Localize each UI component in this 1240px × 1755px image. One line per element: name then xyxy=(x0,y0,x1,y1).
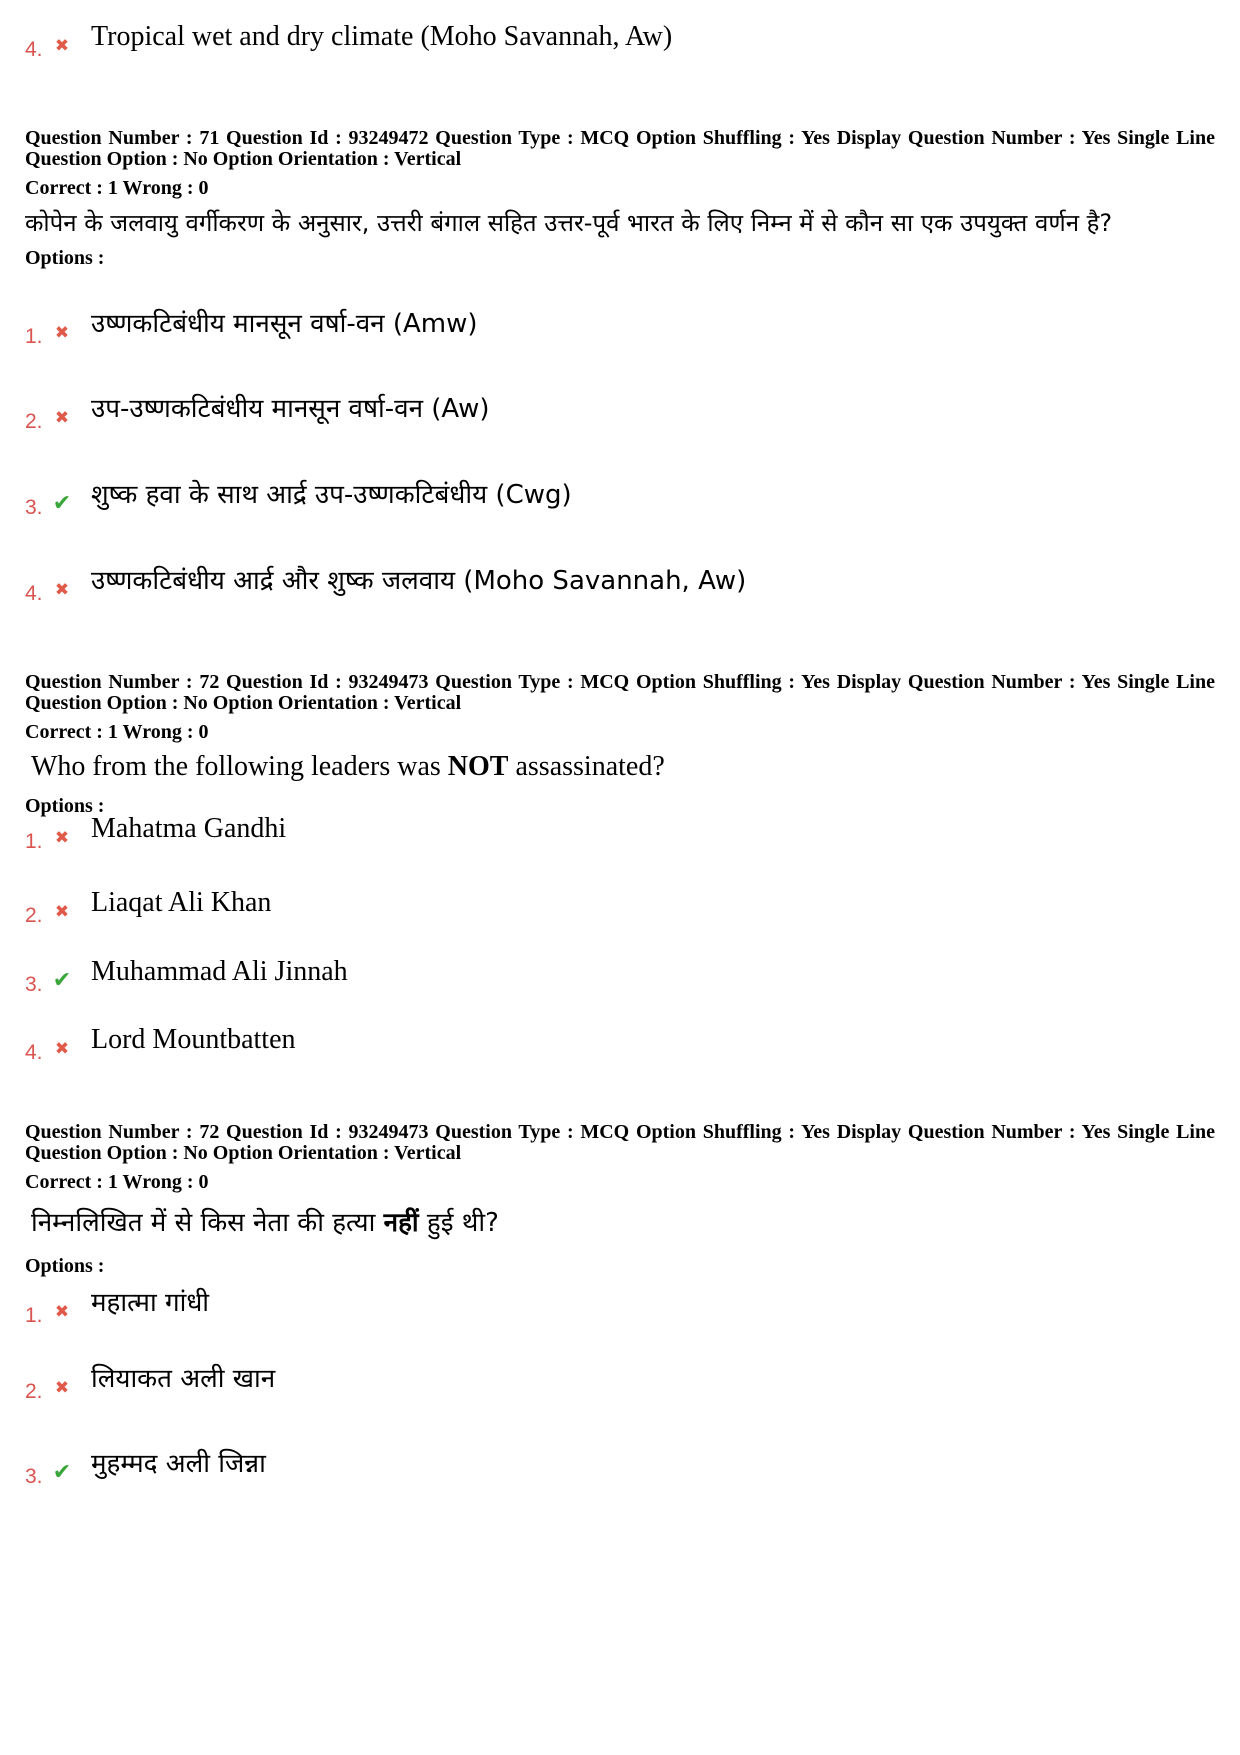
previous-question-tail xyxy=(25,18,1215,68)
question-text-emphasis: नहीं xyxy=(383,1208,419,1238)
option-item xyxy=(25,562,1215,606)
question-text-part: हुई थी? xyxy=(418,1208,499,1238)
options-label: Options : xyxy=(25,1255,105,1277)
question-block-71 xyxy=(25,128,1215,269)
question-text xyxy=(25,1205,1215,1241)
option-item xyxy=(25,1445,1215,1489)
option-text: मुहम्मद अली जिन्ना xyxy=(91,1449,266,1479)
question-text-part: assassinated? xyxy=(508,751,665,782)
cross-icon: ✖ xyxy=(54,1039,70,1059)
option-number: 2. xyxy=(25,904,43,927)
options-list-72-en xyxy=(25,810,1215,1064)
question-text-part: Who from the following leaders was xyxy=(31,751,448,782)
option-number: 1. xyxy=(25,830,43,853)
option-text: महात्मा गांधी xyxy=(91,1288,210,1318)
question-block-72-en xyxy=(25,672,1215,817)
option-item xyxy=(25,1360,1215,1404)
option-item xyxy=(25,1284,1215,1328)
question-block-72-hi xyxy=(25,1122,1215,1277)
option-text: Liaqat Ali Khan xyxy=(91,887,272,918)
option-item xyxy=(25,953,1215,997)
question-meta: Question Number : 72 Question Id : 93249473 Question Type : MCQ Option Shuffling : Yes Display Question Number : Yes Single Line Question Option : No Option Orientation : Vertical xyxy=(25,1121,1215,1164)
cross-icon: ✖ xyxy=(54,323,70,343)
option-text: Muhammad Ali Jinnah xyxy=(91,956,348,987)
options-label: Options : xyxy=(25,795,105,817)
question-text xyxy=(25,749,1215,785)
option-number: 2. xyxy=(25,1380,43,1403)
question-meta: Question Number : 72 Question Id : 93249473 Question Type : MCQ Option Shuffling : Yes Display Question Number : Yes Single Line Question Option : No Option Orientation : Vertical xyxy=(25,671,1215,714)
option-text: उष्णकटिबंधीय आर्द्र और शुष्क जलवाय (Moho Savannah, Aw) xyxy=(91,566,747,596)
check-icon: ✔ xyxy=(52,1460,72,1485)
question-score: Correct : 1 Wrong : 0 xyxy=(25,721,209,743)
option-text: उष्णकटिबंधीय मानसून वर्षा-वन (Amw) xyxy=(91,309,478,339)
cross-icon: ✖ xyxy=(54,408,70,428)
question-text: कोपेन के जलवायु वर्गीकरण के अनुसार, उत्तरी बंगाल सहित उत्तर-पूर्व भारत के लिए निम्न में से कौन सा एक उपयुक्त वर्णन है? xyxy=(25,209,1113,237)
option-item xyxy=(25,18,1215,62)
cross-icon: ✖ xyxy=(54,902,70,922)
option-number: 1. xyxy=(25,1304,43,1327)
cross-icon: ✖ xyxy=(54,580,70,600)
option-text: Tropical wet and dry climate (Moho Savannah, Aw) xyxy=(91,21,673,52)
option-text: लियाकत अली खान xyxy=(91,1364,276,1394)
option-number: 3. xyxy=(25,1465,43,1488)
check-icon: ✔ xyxy=(52,491,72,516)
cross-icon: ✖ xyxy=(54,828,70,848)
option-item xyxy=(25,884,1215,928)
option-item xyxy=(25,476,1215,520)
option-text: उप-उष्णकटिबंधीय मानसून वर्षा-वन (Aw) xyxy=(91,394,490,424)
option-number: 2. xyxy=(25,410,43,433)
option-number: 3. xyxy=(25,496,43,519)
cross-icon: ✖ xyxy=(54,1378,70,1398)
question-score: Correct : 1 Wrong : 0 xyxy=(25,1171,209,1193)
cross-icon: ✖ xyxy=(54,1302,70,1322)
question-meta: Question Number : 71 Question Id : 93249472 Question Type : MCQ Option Shuffling : Yes Display Question Number : Yes Single Line Question Option : No Option Orientation : Vertical xyxy=(25,127,1215,170)
option-item xyxy=(25,810,1215,854)
option-number: 1. xyxy=(25,325,43,348)
question-score: Correct : 1 Wrong : 0 xyxy=(25,177,209,199)
option-text: Mahatma Gandhi xyxy=(91,813,287,844)
option-item xyxy=(25,390,1215,434)
option-item xyxy=(25,305,1215,349)
option-number: 4. xyxy=(25,38,43,61)
option-number: 3. xyxy=(25,973,43,996)
option-number: 4. xyxy=(25,1041,43,1064)
check-icon: ✔ xyxy=(52,968,72,993)
option-item xyxy=(25,1021,1215,1065)
option-number: 4. xyxy=(25,582,43,605)
options-label: Options : xyxy=(25,247,105,269)
option-text: शुष्क हवा के साथ आर्द्र उप-उष्णकटिबंधीय (Cwg) xyxy=(91,480,572,510)
question-text-part: निम्नलिखित में से किस नेता की हत्या xyxy=(31,1208,384,1238)
options-list-71 xyxy=(25,300,1215,620)
cross-icon: ✖ xyxy=(54,36,70,56)
option-text: Lord Mountbatten xyxy=(91,1024,296,1055)
question-text-emphasis: NOT xyxy=(447,751,509,782)
options-list-72-hi xyxy=(25,1284,1215,1514)
